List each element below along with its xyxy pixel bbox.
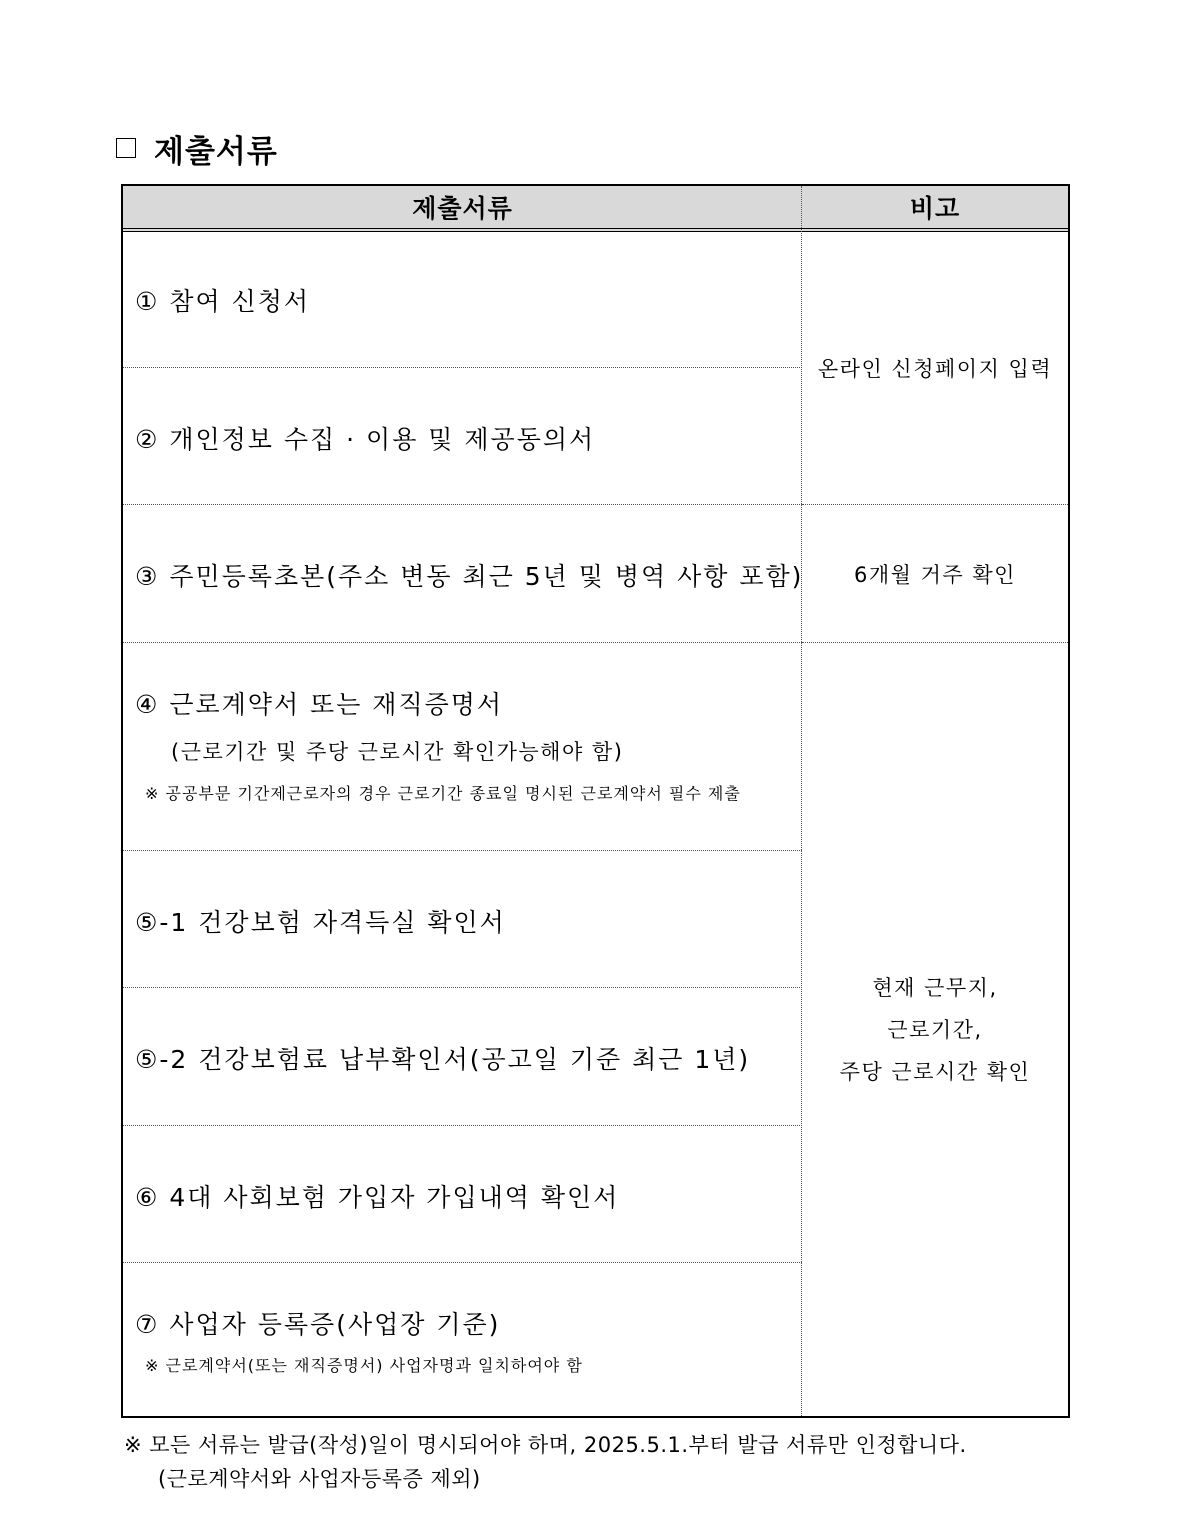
table-row (123, 1263, 802, 1416)
remark-text: 온라인 신청페이지 입력 (817, 357, 1053, 381)
remark-line: 주당 근로시간 확인 (839, 1059, 1031, 1084)
table-row (123, 643, 802, 851)
table-row (123, 505, 802, 643)
document-name: ⑤-2 건강보험료 납부확인서(공고일 기준 최근 1년) (135, 1045, 751, 1074)
document-name: ⑤-1 건강보험 자격득실 확인서 (135, 908, 506, 937)
document-name: ④ 근로계약서 또는 재직증명서 (135, 690, 504, 719)
table-header (123, 186, 1068, 232)
document-name: ② 개인정보 수집 · 이용 및 제공동의서 (135, 425, 596, 454)
footer-line: ※ 모든 서류는 발급(작성)일이 명시되어야 하며, 2025.5.1.부터 발급 서류만 인정합니다. (124, 1433, 967, 1457)
document-name: ③ 주민등록초본(주소 변동 최근 5년 및 병역 사항 포함) (135, 562, 804, 591)
document-name: ⑦ 사업자 등록증(사업장 기준) (135, 1310, 501, 1339)
remark-residence (802, 505, 1068, 643)
empty-square-icon (116, 138, 136, 158)
table-row (123, 368, 802, 505)
document-note: ※ 공공부문 기간제근로자의 경우 근로기간 종료일 명시된 근로계약서 필수 제출 (145, 784, 741, 803)
table-row (123, 232, 802, 368)
table-row (123, 1126, 802, 1263)
footer-notice (124, 1428, 967, 1496)
table-row (123, 988, 802, 1126)
document-name: ⑥ 4대 사회보험 가입자 가입내역 확인서 (135, 1183, 620, 1212)
table-row (123, 851, 802, 988)
section-title: 제출서류 (154, 133, 278, 170)
document-note: ※ 근로계약서(또는 재직증명서) 사업자명과 일치하여야 함 (145, 1356, 583, 1375)
remark-line: 근로기간, (887, 1017, 983, 1042)
remark-online (802, 232, 1068, 505)
remark-text: 6개월 거주 확인 (854, 562, 1016, 587)
remark-line: 현재 근무지, (872, 975, 998, 1000)
document-detail: (근로기간 및 주당 근로시간 확인가능해야 함) (171, 740, 624, 764)
section-heading (116, 128, 278, 168)
documents-table (121, 184, 1070, 1418)
header-documents: 제출서류 (412, 194, 513, 223)
remark-work (802, 643, 1068, 1416)
document-name: ① 참여 신청서 (135, 287, 311, 316)
footer-line: (근로계약서와 사업자등록증 제외) (158, 1467, 481, 1491)
header-remarks: 비고 (909, 194, 961, 223)
